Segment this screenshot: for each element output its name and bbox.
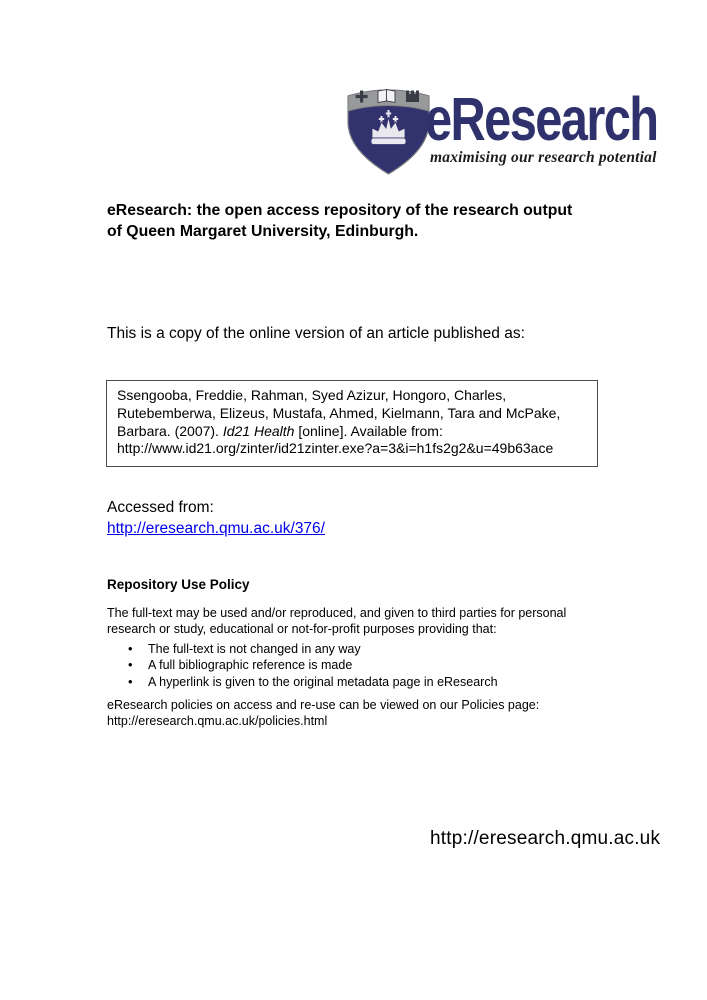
citation-line3 bbox=[117, 423, 587, 441]
citation-url: http://www.id21.org/zinter/id21zinter.exe?a=3&i=h1fs2g2&u=49b63ace bbox=[117, 440, 554, 457]
policy-body bbox=[107, 606, 577, 691]
policy-bullet-item: • A full bibliographic reference is made bbox=[148, 657, 577, 674]
logo-wordmark: eResearch bbox=[425, 85, 658, 153]
policy-footer-url: http://eresearch.qmu.ac.uk/policies.html bbox=[107, 714, 328, 728]
policy-footer bbox=[107, 697, 577, 729]
policy-heading: Repository Use Policy bbox=[107, 577, 250, 592]
accessed-from-block bbox=[107, 498, 325, 539]
citation-box bbox=[106, 380, 598, 467]
citation-availability: [online]. Available from: bbox=[294, 422, 443, 439]
policy-bullet-item: • A hyperlink is given to the original metadata page in eResearch bbox=[148, 674, 577, 691]
repository-item-link[interactable]: http://eresearch.qmu.ac.uk/376/ bbox=[107, 519, 325, 537]
policy-body-line2: research or study, educational or not-for-profit purposes providing that: bbox=[107, 621, 497, 636]
accessed-from-label: Accessed from: bbox=[107, 499, 214, 516]
page-title-line1: eResearch: the open access repository of the research output bbox=[107, 202, 573, 219]
open-book-charge-icon bbox=[378, 90, 395, 103]
citation-line2: Rutebemberwa, Elizeus, Mustafa, Ahmed, Kielmann, Tara and McPake, bbox=[117, 404, 561, 421]
citation-authors-end: Barbara. (2007). bbox=[117, 422, 223, 439]
citation-line1: Ssengooba, Freddie, Rahman, Syed Azizur, Hongoro, Charles, bbox=[117, 387, 507, 403]
site-url: http://eresearch.qmu.ac.uk bbox=[430, 828, 661, 849]
page-title-line2: of Queen Margaret University, Edinburgh. bbox=[107, 223, 419, 240]
intro-text: This is a copy of the online version of an article published as: bbox=[107, 325, 525, 342]
qmu-crest-shield-icon bbox=[345, 82, 432, 177]
castle-charge-icon bbox=[406, 91, 419, 103]
policy-bullet-list bbox=[107, 641, 577, 691]
policy-body-line1: The full-text may be used and/or reproduced, and given to third parties for personal bbox=[107, 606, 567, 620]
policy-footer-line1: eResearch policies on access and re-use can be viewed on our Policies page: bbox=[107, 698, 540, 712]
logo-tagline: maximising our research potential bbox=[430, 149, 657, 166]
page-title bbox=[107, 200, 627, 242]
eresearch-logo bbox=[345, 82, 667, 177]
citation-journal-title: Id21 Health bbox=[222, 422, 295, 439]
policy-bullet-item: • The full-text is not changed in any way bbox=[148, 641, 577, 658]
